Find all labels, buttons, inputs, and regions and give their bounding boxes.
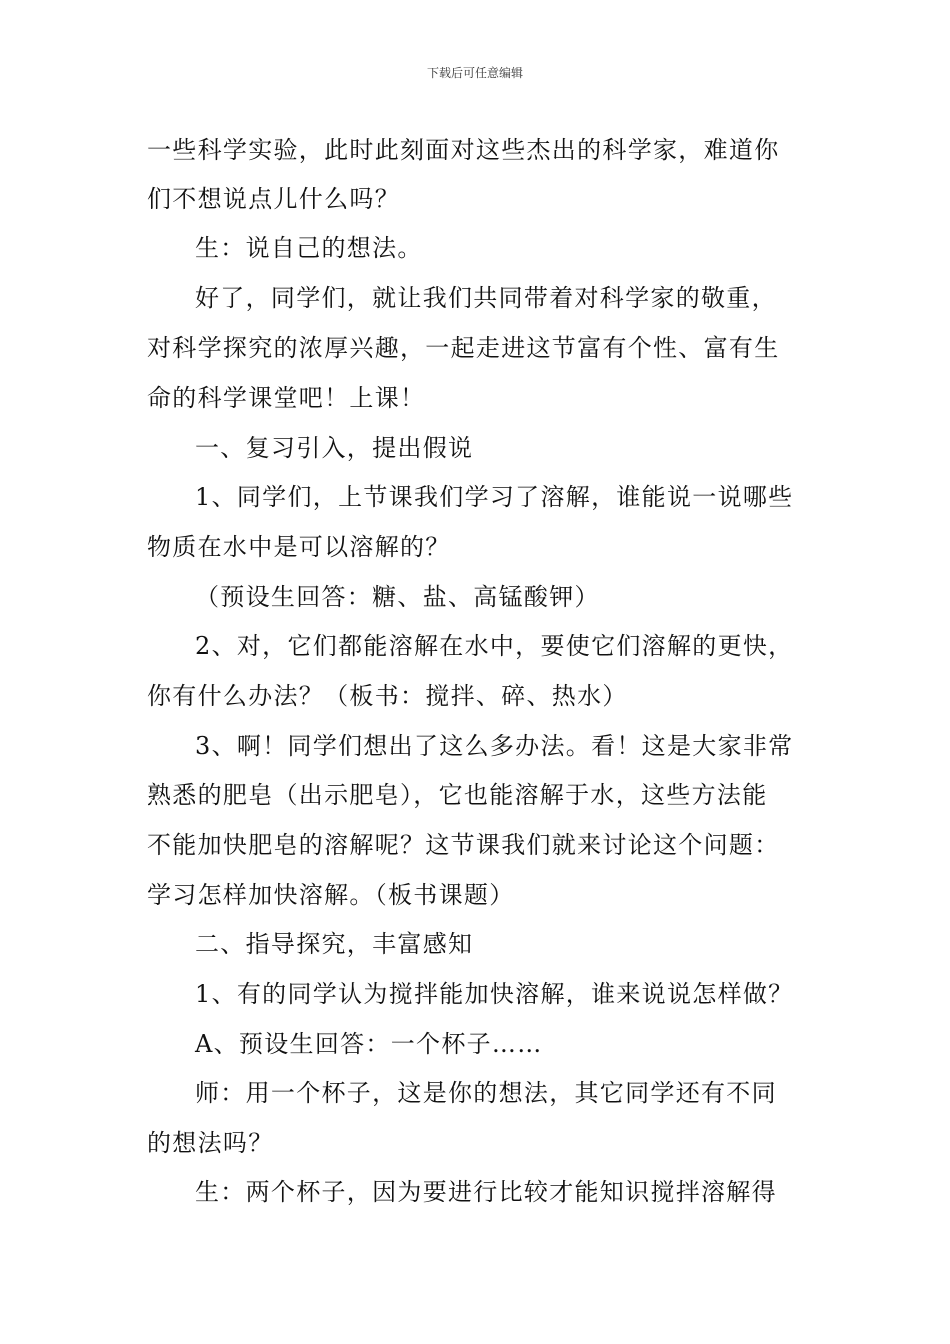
paragraph-line: 生：说自己的想法。 xyxy=(195,234,423,262)
paragraph-line: 学习怎样加快溶解。（板书课题） xyxy=(147,881,515,909)
paragraph-line: 生：两个杯子，因为要进行比较才能知识搅拌溶解得 xyxy=(195,1178,777,1206)
paragraph-line: 1、同学们，上节课我们学习了溶解，谁能说一说哪些 xyxy=(195,483,794,511)
paragraph-line: 物质在水中是可以溶解的？ xyxy=(147,533,451,561)
paragraph-line: 命的科学课堂吧！上课！ xyxy=(147,384,426,412)
paragraph-line: 你有什么办法？（板书：搅拌、碎、热水） xyxy=(147,682,628,710)
paragraph-line: A、预设生回答：一个杯子…… xyxy=(195,1030,543,1058)
paragraph-line: 好了，同学们，就让我们共同带着对科学家的敬重， xyxy=(195,284,777,312)
paragraph-line: 熟悉的肥皂（出示肥皂），它也能溶解于水，这些方法能 xyxy=(147,781,768,809)
paragraph-line: 不能加快肥皂的溶解呢？这节课我们就来讨论这个问题： xyxy=(147,831,780,859)
paragraph-line: 的想法吗？ xyxy=(147,1129,274,1157)
paragraph-line: 对科学探究的浓厚兴趣，一起走进这节富有个性、富有生 xyxy=(147,334,780,362)
paragraph-line: 师：用一个杯子，这是你的想法，其它同学还有不同 xyxy=(195,1079,777,1107)
paragraph-line: （预设生回答：糖、盐、高锰酸钾） xyxy=(195,583,600,611)
paragraph-line: 1、有的同学认为搅拌能加快溶解，谁来说说怎样做？ xyxy=(195,980,794,1008)
section-heading: 一、复习引入，提出假说 xyxy=(195,434,474,462)
section-heading: 二、指导探究，丰富感知 xyxy=(195,930,474,958)
paragraph-line: 3、啊！同学们想出了这么多办法。看！这是大家非常 xyxy=(195,732,794,760)
paragraph-line: 们不想说点儿什么吗？ xyxy=(147,185,400,213)
paragraph-line: 一些科学实验，此时此刻面对这些杰出的科学家，难道你 xyxy=(147,136,780,164)
page-header: 下载后可任意编辑 xyxy=(426,66,523,80)
paragraph-line: 2、对，它们都能溶解在水中，要使它们溶解的更快， xyxy=(195,632,794,660)
